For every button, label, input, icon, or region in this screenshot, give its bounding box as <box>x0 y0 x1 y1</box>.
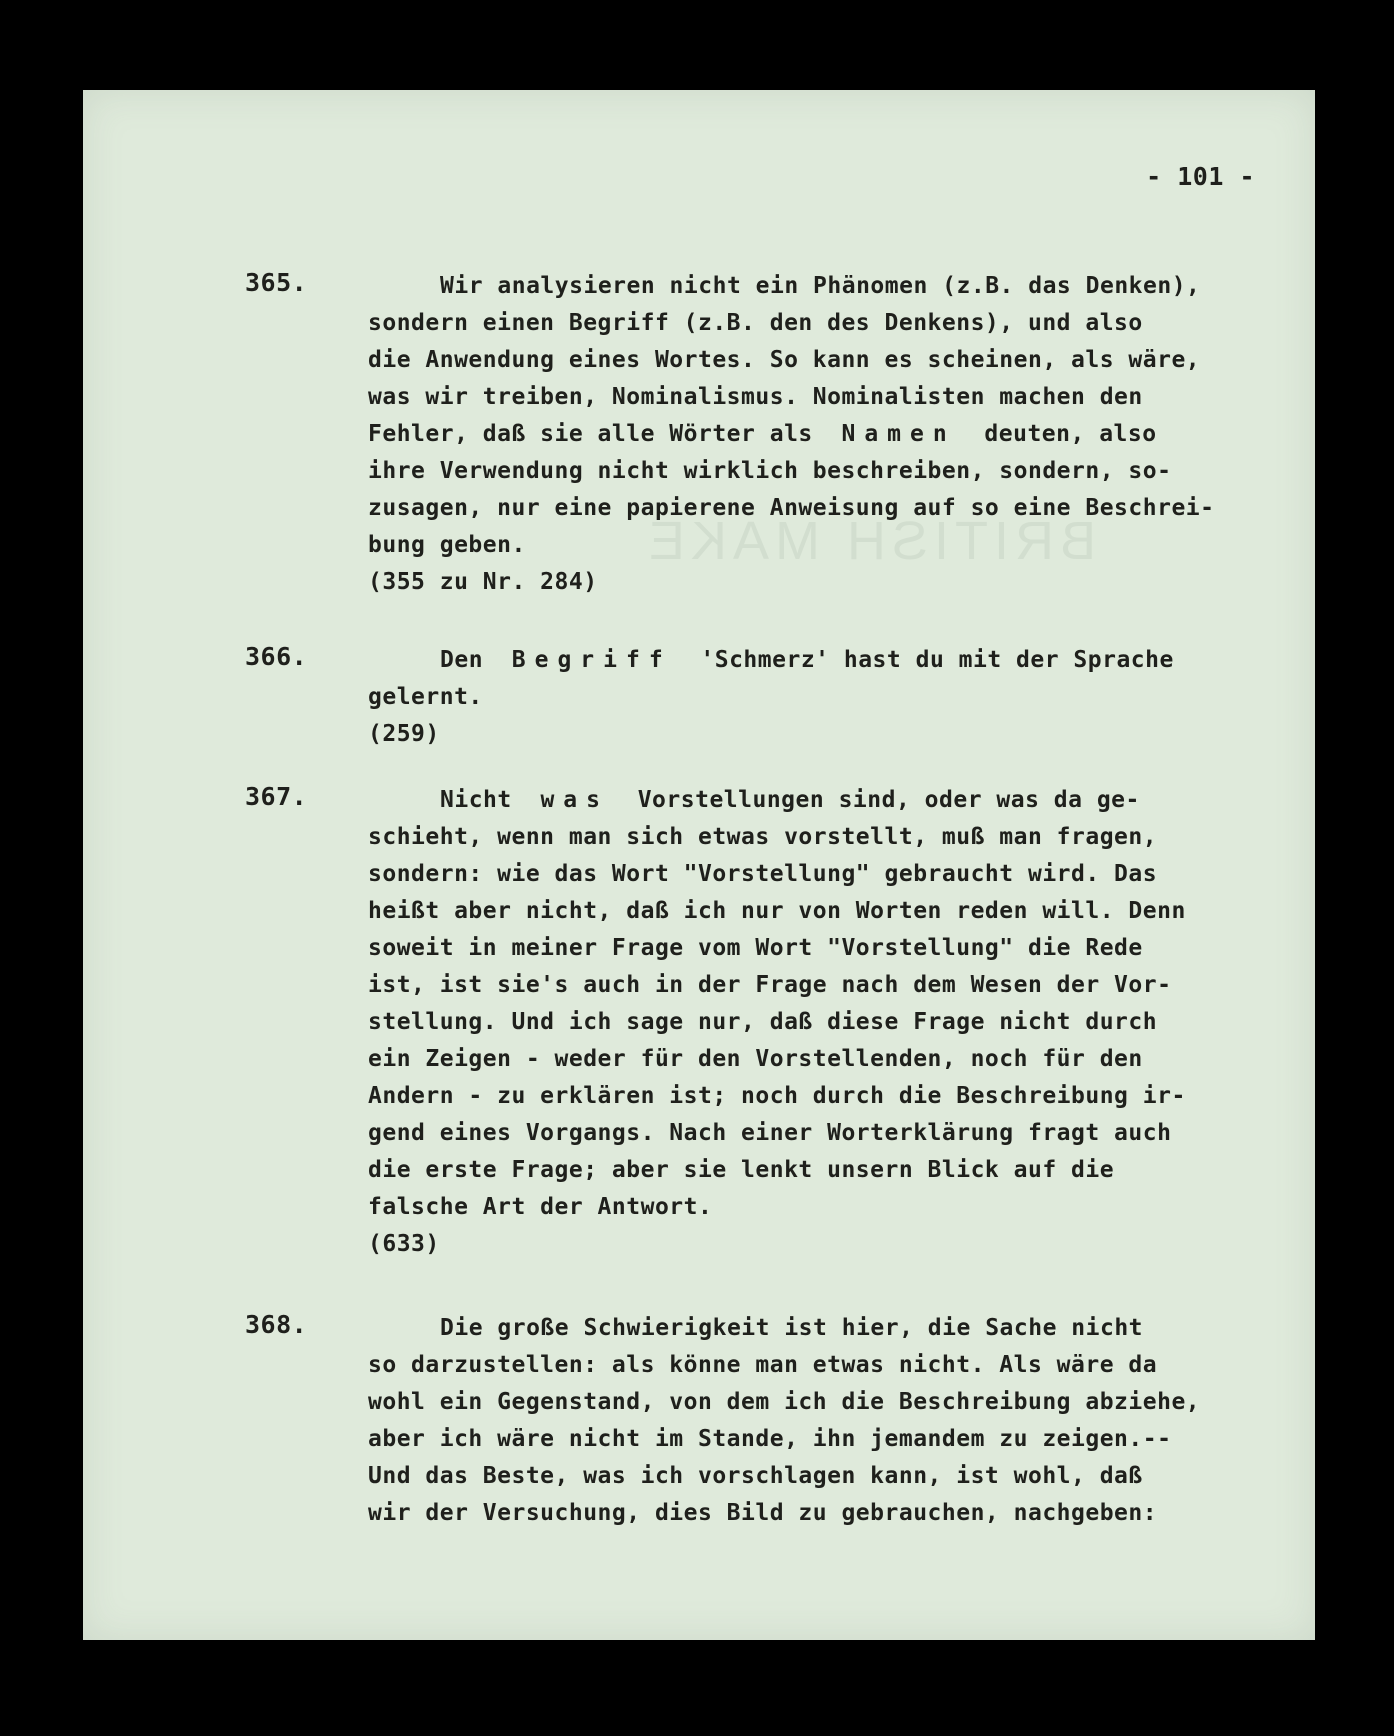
text-line: bung geben. <box>368 532 526 558</box>
text-line: gelernt. <box>368 684 483 710</box>
text-line: heißt aber nicht, daß ich nur von Worten reden will. Denn <box>368 898 1186 924</box>
text-fragment: Vorstellungen sind, oder was da ge- <box>637 787 1140 813</box>
text-line: ist, ist sie's auch in der Frage nach dem Wesen der Vor- <box>368 972 1172 998</box>
emphasized-word: Namen <box>841 421 956 447</box>
section-text <box>368 782 1268 1263</box>
text-line: Wir analysieren nicht ein Phänomen (z.B. das Denken), <box>440 273 1201 299</box>
text-line: sondern: wie das Wort "Vorstellung" gebraucht wird. Das <box>368 861 1158 887</box>
text-line: Andern - zu erklären ist; noch durch die Beschreibung ir- <box>368 1083 1186 1109</box>
paper-watermark: BRITISH MAKE <box>643 511 1097 571</box>
text-fragment: Den <box>440 647 484 673</box>
section-number: 365. <box>245 268 308 297</box>
text-line: ihre Verwendung nicht wirklich beschreiben, sondern, so- <box>368 458 1172 484</box>
text-line: zusagen, nur eine papierene Anweisung auf so eine Beschrei- <box>368 495 1215 521</box>
text-line <box>368 782 1268 819</box>
section-text <box>368 268 1268 601</box>
text-line: schieht, wenn man sich etwas vorstellt, muß man fragen, <box>368 824 1158 850</box>
text-fragment: Fehler, daß sie alle Wörter als <box>368 421 813 447</box>
text-line: aber ich wäre nicht im Stande, ihn jemandem zu zeigen.-- <box>368 1426 1172 1452</box>
source-reference: (259) <box>368 721 440 747</box>
section-text <box>368 1310 1268 1532</box>
text-line: ein Zeigen - weder für den Vorstellenden, noch für den <box>368 1046 1143 1072</box>
section-number: 368. <box>245 1310 308 1339</box>
section-number: 366. <box>245 642 308 671</box>
text-fragment: deuten, also <box>984 421 1157 447</box>
text-line: soweit in meiner Frage vom Wort "Vorstellung" die Rede <box>368 935 1143 961</box>
text-line: stellung. Und ich sage nur, daß diese Frage nicht durch <box>368 1009 1158 1035</box>
section-text <box>368 642 1268 753</box>
text-line <box>368 416 1268 453</box>
section-number: 367. <box>245 782 308 811</box>
text-line: Die große Schwierigkeit ist hier, die Sache nicht <box>440 1315 1144 1341</box>
source-reference: (633) <box>368 1231 440 1257</box>
text-fragment: Nicht <box>440 787 512 813</box>
text-line <box>368 642 1268 679</box>
text-line: sondern einen Begriff (z.B. den des Denkens), und also <box>368 310 1143 336</box>
source-reference: (355 zu Nr. 284) <box>368 569 598 595</box>
emphasized-word: was <box>540 787 609 813</box>
text-line: wir der Versuchung, dies Bild zu gebrauchen, nachgeben: <box>368 1500 1158 1526</box>
text-line: falsche Art der Antwort. <box>368 1194 713 1220</box>
text-line: die erste Frage; aber sie lenkt unsern Blick auf die <box>368 1157 1115 1183</box>
page-number: - 101 - <box>1146 162 1255 191</box>
text-fragment: 'Schmerz' hast du mit der Sprache <box>700 647 1174 673</box>
text-line: was wir treiben, Nominalismus. Nominalisten machen den <box>368 384 1143 410</box>
text-line: Und das Beste, was ich vorschlagen kann, ist wohl, daß <box>368 1463 1143 1489</box>
text-line: so darzustellen: als könne man etwas nicht. Als wäre da <box>368 1352 1158 1378</box>
emphasized-word: Begriff <box>511 647 672 673</box>
text-line: die Anwendung eines Wortes. So kann es scheinen, als wäre, <box>368 347 1201 373</box>
document-page <box>83 90 1315 1640</box>
text-line: gend eines Vorgangs. Nach einer Worterklärung fragt auch <box>368 1120 1172 1146</box>
text-line: wohl ein Gegenstand, von dem ich die Beschreibung abziehe, <box>368 1389 1201 1415</box>
